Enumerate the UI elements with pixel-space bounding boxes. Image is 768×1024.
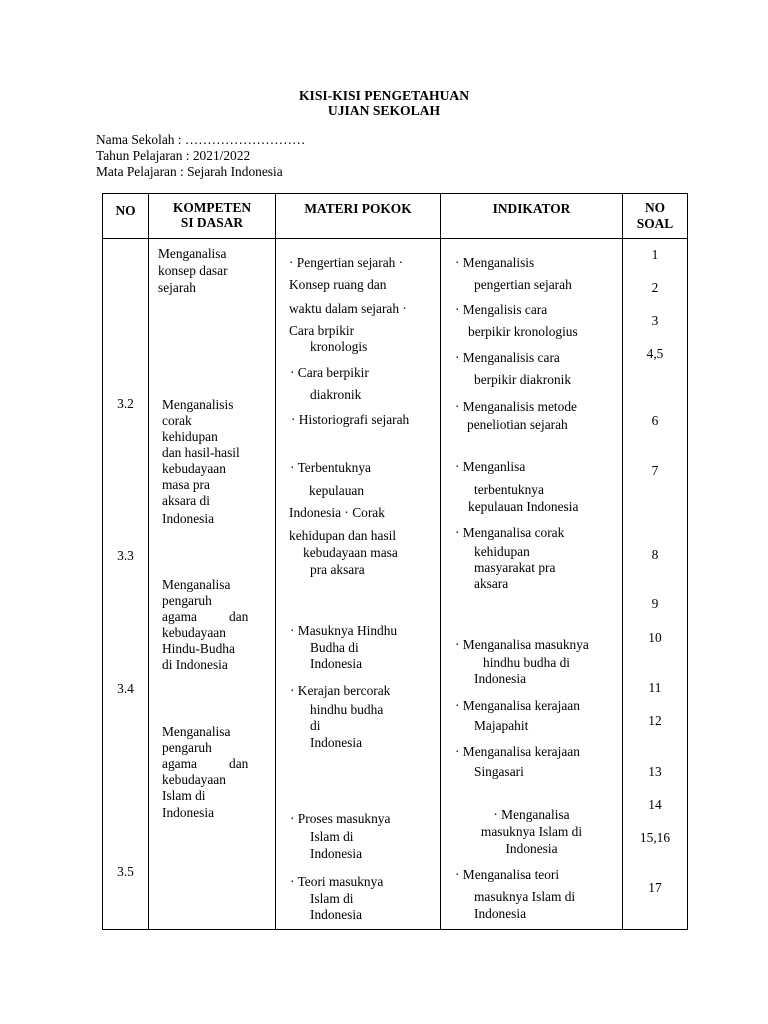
kd-text-line: dan	[229, 756, 249, 771]
indikator-text-line: Indonesia	[474, 671, 527, 686]
materi-text-line: · Historiografi sejarah	[291, 412, 410, 427]
document-title: KISI-KISI PENGETAHUAN	[298, 88, 470, 103]
kd-text-line: Menganalisa	[162, 577, 231, 592]
materi-text-line: di	[310, 718, 321, 733]
materi-text-line: · Pengertian sejarah ·	[289, 255, 404, 270]
materi-text-line: Konsep ruang dan	[289, 277, 387, 292]
table-right-border	[687, 193, 688, 930]
column-divider	[148, 193, 149, 930]
kd-text-line: agama	[162, 756, 197, 771]
kd-text-line: aksara di	[162, 493, 210, 508]
soal-number: 9	[651, 596, 659, 611]
kd-text-line: sejarah	[158, 280, 196, 295]
header-no-soal-line-2: SOAL	[636, 216, 674, 231]
indikator-text-line: · Mengalisis cara	[455, 302, 548, 317]
kd-text-line: konsep dasar	[158, 263, 228, 278]
indikator-text-line: berpikir kronologius	[468, 324, 578, 339]
kd-text-line: dan	[229, 609, 249, 624]
indikator-text-line: · Menganalisis metode	[455, 399, 577, 414]
soal-number: 1	[651, 247, 659, 262]
kd-text-line: Indonesia	[162, 511, 215, 526]
materi-text-line: Islam di	[310, 829, 354, 844]
subject-line: Mata Pelajaran : Sejarah Indonesia	[96, 164, 283, 179]
indikator-text-line: Indonesia	[474, 906, 527, 921]
materi-text-line: waktu dalam sejarah ·	[289, 301, 407, 316]
kd-text-line: pengaruh	[162, 740, 212, 755]
indikator-text-line: pengertian sejarah	[474, 277, 572, 292]
materi-text-line: Indonesia	[310, 656, 363, 671]
soal-number: 3	[651, 313, 659, 328]
kd-number: 3.3	[117, 548, 134, 563]
materi-text-line: Indonesia	[310, 907, 363, 922]
header-kompetensi-dasar-line-1: KOMPETEN	[172, 200, 252, 215]
header-kompetensi-dasar-line-2: SI DASAR	[180, 215, 244, 230]
materi-text-line: · Teori masuknya	[290, 874, 384, 889]
kd-text-line: agama	[162, 609, 197, 624]
indikator-text-line: terbentuknya	[474, 482, 544, 497]
soal-number: 13	[648, 764, 662, 779]
indikator-text-line: Indonesia	[505, 841, 558, 856]
materi-text-line: Budha di	[310, 640, 359, 655]
indikator-text-line: kehidupan	[474, 544, 530, 559]
materi-text-line: · Terbentuknya	[290, 460, 371, 475]
kd-text-line: Islam di	[162, 788, 206, 803]
kd-text-line: Menganalisa	[162, 724, 231, 739]
materi-text-line: hindhu budha	[310, 702, 384, 717]
indikator-text-line: Singasari	[474, 764, 524, 779]
kd-text-line: masa pra	[162, 477, 210, 492]
table-top-border	[102, 193, 688, 194]
soal-number: 11	[648, 680, 662, 695]
indikator-text-line: · Menganalisa kerajaan	[455, 744, 580, 759]
kd-text-line: kebudayaan	[162, 625, 226, 640]
materi-text-line: kepulauan	[309, 483, 365, 498]
indikator-text-line: · Menganalisa teori	[455, 867, 560, 882]
school-name-line: Nama Sekolah : ………………………	[96, 132, 306, 147]
indikator-text-line: · Menganalisis cara	[455, 350, 560, 365]
indikator-text-line: masuknya Islam di	[480, 824, 583, 839]
indikator-text-line: hindhu budha di	[483, 655, 571, 670]
indikator-text-line: Majapahit	[474, 718, 529, 733]
materi-text-line: diakronik	[310, 387, 362, 402]
indikator-text-line: aksara	[474, 576, 509, 591]
materi-text-line: kehidupan dan hasil	[289, 528, 397, 543]
materi-text-line: Islam di	[310, 891, 354, 906]
indikator-text-line: · Menganalisa kerajaan	[455, 698, 580, 713]
soal-number: 6	[651, 413, 659, 428]
indikator-text-line: peneliotian sejarah	[467, 417, 568, 432]
indikator-text-line: berpikir diakronik	[474, 372, 572, 387]
materi-text-line: · Masuknya Hindhu	[290, 623, 398, 638]
kd-number: 3.5	[117, 864, 134, 879]
kd-text-line: pengaruh	[162, 593, 212, 608]
header-no: NO	[115, 203, 136, 218]
indikator-text-line: · Menganlisa	[455, 459, 526, 474]
kd-text-line: kehidupan	[162, 429, 218, 444]
soal-number: 12	[648, 713, 662, 728]
indikator-text-line: · Menganalisa corak	[455, 525, 565, 540]
soal-number: 15,16	[639, 830, 671, 845]
kd-text-line: Indonesia	[162, 805, 215, 820]
indikator-text-line: · Menganalisa	[493, 807, 570, 822]
document-subtitle: UJIAN SEKOLAH	[327, 103, 441, 118]
soal-number: 2	[651, 280, 659, 295]
materi-text-line: Indonesia	[310, 846, 363, 861]
kd-text-line: Hindu-Budha	[162, 641, 235, 656]
soal-number: 4,5	[646, 346, 664, 361]
soal-number: 10	[648, 630, 662, 645]
header-indikator: INDIKATOR	[492, 201, 571, 216]
materi-text-line: pra aksara	[310, 562, 365, 577]
indikator-text-line: masyarakat pra	[474, 560, 556, 575]
materi-text-line: Cara brpikir	[289, 323, 355, 338]
materi-text-line: · Kerajan bercorak	[290, 683, 391, 698]
table-header-divider	[102, 238, 688, 239]
indikator-text-line: · Menganalisis	[455, 255, 535, 270]
kd-text-line: kebudayaan	[162, 772, 226, 787]
soal-number: 14	[648, 797, 662, 812]
indikator-text-line: kepulauan Indonesia	[468, 499, 579, 514]
materi-text-line: · Cara berpikir	[290, 365, 369, 380]
materi-text-line: Indonesia · Corak	[289, 505, 385, 520]
materi-text-line: kebudayaan masa	[303, 545, 398, 560]
indikator-text-line: · Menganalisa masuknya	[455, 637, 589, 652]
kd-number: 3.2	[117, 396, 134, 411]
indikator-text-line: masuknya Islam di	[474, 889, 576, 904]
materi-text-line: · Proses masuknya	[290, 811, 391, 826]
materi-text-line: kronologis	[310, 339, 368, 354]
academic-year-line: Tahun Pelajaran : 2021/2022	[96, 148, 251, 163]
table-bottom-border	[102, 929, 688, 930]
kd-text-line: Menganalisa	[158, 246, 227, 261]
soal-number: 8	[651, 547, 659, 562]
kd-text-line: Menganalisis	[162, 397, 234, 412]
column-divider	[275, 193, 276, 930]
kd-text-line: corak	[162, 413, 192, 428]
materi-text-line: Indonesia	[310, 735, 363, 750]
kd-text-line: dan hasil-hasil	[162, 445, 240, 460]
soal-number: 7	[651, 463, 659, 478]
header-no-soal-line-1: NO	[644, 200, 666, 215]
header-materi-pokok: MATERI POKOK	[304, 201, 412, 216]
kd-text-line: kebudayaan	[162, 461, 226, 476]
kd-number: 3.4	[117, 681, 134, 696]
soal-number: 17	[648, 880, 662, 895]
kd-text-line: di Indonesia	[162, 657, 228, 672]
